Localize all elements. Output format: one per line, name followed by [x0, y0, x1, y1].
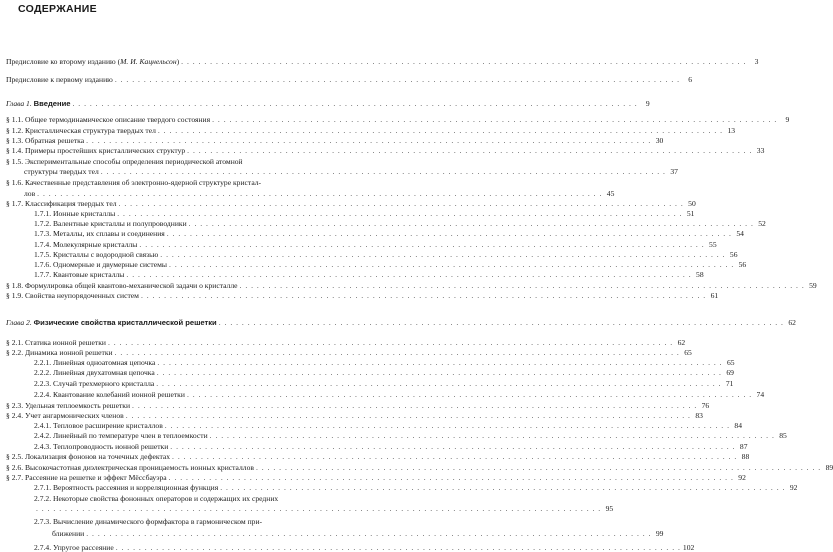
chapter-title	[6, 100, 70, 108]
toc-entry	[34, 543, 695, 552]
preface-text: Предисловие ко второму изданию (	[6, 57, 121, 66]
page-number: 69	[726, 368, 734, 377]
leader-dots	[219, 319, 784, 327]
toc-entry	[6, 348, 692, 357]
leader-dots	[172, 453, 737, 461]
page-number: 92	[789, 483, 798, 492]
leader-dots	[189, 220, 754, 228]
entry-title: § 1.8. Формулировка общей квантово-механической задачи о кристалле	[6, 281, 238, 290]
toc-entry	[34, 250, 738, 259]
entry-title: ближении	[52, 529, 85, 538]
toc-entry	[6, 126, 736, 135]
toc-entry	[34, 229, 744, 238]
page-number: 13	[727, 126, 736, 135]
entry-title: 2.2.3. Случай трехмерного кристалла	[34, 379, 155, 388]
toc-entry	[6, 115, 790, 124]
toc-entry	[6, 452, 750, 461]
page-number: 51	[686, 209, 695, 218]
entry-title: 2.2.4. Квантование колебаний ионной решетки	[34, 390, 185, 399]
entry-title: 2.2.1. Линейная одноатомная цепочка	[34, 358, 156, 367]
leader-dots	[169, 261, 734, 269]
leader-dots	[220, 484, 785, 492]
page-number: 54	[736, 229, 744, 238]
entry-title: 1.7.6. Одномерные и двумерные системы	[34, 260, 168, 269]
toc-entry	[6, 463, 833, 472]
page-number: 9	[645, 99, 650, 108]
page-number: 99	[655, 529, 664, 538]
page-number: 62	[677, 338, 686, 347]
leader-dots	[115, 349, 680, 357]
leader-dots	[165, 422, 730, 430]
leader-dots	[86, 530, 651, 538]
entry-title: 2.4.3. Теплопроводность ионной решетки	[34, 442, 169, 451]
toc-entry	[34, 390, 765, 399]
page-number: 71	[725, 379, 734, 388]
entry-title: § 1.5. Экспериментальные способы определения периодической атомной	[6, 157, 243, 166]
toc-entry	[34, 495, 400, 503]
page-number: 92	[738, 473, 746, 482]
page-number: 85	[779, 431, 787, 440]
entry-title: § 1.1. Общее термодинамическое описание твердого состояния	[6, 115, 211, 124]
entry-title: 2.7.3. Вычисление динамического формфактора в гармоническом при-	[34, 517, 263, 526]
entry-title: § 1.7. Классификация твердых тел	[6, 199, 117, 208]
toc-entry	[34, 260, 747, 269]
toc-chapter-1	[6, 99, 650, 108]
entry-title: § 2.6. Высокочастотная диэлектрическая проницаемость ионных кристаллов	[6, 463, 254, 472]
toc-entry	[34, 219, 766, 228]
entry-title: 1.7.5. Кристаллы с водородной связью	[34, 250, 159, 259]
toc-entry	[6, 401, 710, 410]
toc-entry	[52, 529, 664, 538]
toc-entry	[6, 473, 746, 482]
entry-title: § 2.5. Локализация фононов на точечных дефектах	[6, 452, 171, 461]
entry-title: § 2.7. Рассеяние на решетке и эффект Мёссбауэра	[6, 473, 167, 482]
page-number: 59	[809, 281, 817, 290]
leader-dots	[72, 100, 637, 108]
page-title: СОДЕРЖАНИЕ	[18, 3, 97, 15]
leader-dots	[101, 168, 666, 176]
chapter-prefix: Глава 1.	[6, 99, 32, 108]
toc-entry	[6, 281, 817, 290]
page-number: 87	[739, 442, 748, 451]
entry-title: 2.4.2. Линейный по температуре член в теплоемкости	[34, 431, 208, 440]
toc-entry	[34, 421, 742, 430]
preface-title	[6, 58, 179, 66]
page-number: 58	[696, 270, 704, 279]
entry-title: 2.7.4. Упругое рассеяние	[34, 543, 114, 552]
page-number: 45	[606, 189, 615, 198]
page-number: 50	[688, 199, 696, 208]
page-number: 30	[655, 136, 664, 145]
leader-dots	[141, 292, 706, 300]
page-number: 74	[756, 390, 765, 399]
entry-title: 1.7.4. Молекулярные кристаллы	[34, 240, 138, 249]
page-number: 76	[701, 401, 710, 410]
chapter-prefix: Глава 2.	[6, 318, 32, 327]
leader-dots	[187, 391, 752, 399]
leader-dots	[119, 200, 684, 208]
leader-dots	[210, 432, 775, 440]
entry-title: 1.7.3. Металлы, их сплавы и соединения	[34, 229, 165, 238]
entry-title: 2.4.1. Тепловое расширение кристаллов	[34, 421, 163, 430]
toc-entry	[34, 504, 614, 513]
leader-dots	[170, 443, 735, 451]
leader-dots	[240, 282, 805, 290]
page-number: 88	[741, 452, 750, 461]
page-number: 56	[729, 250, 738, 259]
page-number: 84	[734, 421, 742, 430]
toc-entry	[6, 179, 400, 187]
toc-entry	[34, 442, 748, 451]
page-number: 65	[726, 358, 735, 367]
leader-dots	[169, 474, 734, 482]
preface-text-end: )	[176, 57, 180, 66]
entry-title: § 1.2. Кристаллическая структура твердых тел	[6, 126, 156, 135]
toc-entry	[34, 368, 734, 377]
entry-title: § 2.1. Статика ионной решетки	[6, 338, 106, 347]
leader-dots	[37, 190, 602, 198]
toc-entry	[34, 483, 798, 492]
leader-dots	[139, 241, 704, 249]
leader-dots	[160, 251, 725, 259]
toc-entry	[34, 358, 735, 367]
page-number: 33	[756, 146, 765, 155]
toc-entry	[6, 158, 400, 166]
leader-dots	[86, 137, 651, 145]
toc-entry	[6, 146, 765, 155]
page-number: 62	[788, 318, 796, 327]
entry-title: 2.2.2. Линейная двухатомная цепочка	[34, 368, 155, 377]
leader-dots	[132, 402, 697, 410]
page-number: 83	[695, 411, 703, 420]
entry-title: § 2.4. Учет ангармонических членов	[6, 411, 124, 420]
page-number: 9	[785, 115, 790, 124]
toc-preface-first	[6, 75, 693, 84]
entry-title: 1.7.7. Квантовые кристаллы	[34, 270, 125, 279]
leader-dots	[116, 544, 681, 552]
leader-dots	[256, 464, 821, 472]
toc-entry	[34, 270, 704, 279]
page-number: 95	[605, 504, 614, 513]
toc-entry	[34, 209, 695, 218]
entry-title: 1.7.2. Валентные кристаллы и полупроводники	[34, 219, 187, 228]
leader-dots	[181, 58, 746, 66]
leader-dots	[157, 369, 722, 377]
preface-author: М. И. Кацнельсон	[120, 57, 177, 66]
entry-title: § 2.3. Удельная теплоемкость решетки	[6, 401, 131, 410]
chapter-title	[6, 319, 217, 327]
toc-entry	[6, 411, 703, 420]
entry-title: § 1.6. Качественные представления об электронно-ядерной структуре кристал-	[6, 178, 262, 187]
entry-title: 2.7.2. Некоторые свойства фононных операторов и содержащих их средних	[34, 494, 279, 503]
leader-dots	[126, 271, 691, 279]
entry-title: § 1.4. Примеры простейших кристаллических структур	[6, 146, 186, 155]
leader-dots	[156, 380, 721, 388]
toc-chapter-2	[6, 318, 796, 327]
page-number: 65	[684, 348, 692, 357]
leader-dots	[187, 147, 752, 155]
leader-dots	[158, 127, 723, 135]
chapter-name: Введение	[33, 99, 71, 108]
page-number: 89	[825, 463, 833, 472]
toc-entry	[34, 518, 400, 526]
toc-entry	[34, 431, 787, 440]
toc-entry	[6, 291, 719, 300]
leader-dots	[117, 210, 682, 218]
leader-dots	[157, 359, 722, 367]
page-number: 6	[688, 75, 693, 84]
entry-title: § 1.9. Свойства неупорядоченных систем	[6, 291, 139, 300]
page-number: 3	[754, 57, 759, 66]
entry-title: лов	[24, 189, 36, 198]
toc-entry	[6, 199, 696, 208]
leader-dots	[167, 230, 732, 238]
leader-dots	[212, 116, 777, 124]
toc-entry	[34, 379, 734, 388]
page-number: 52	[758, 219, 766, 228]
leader-dots	[36, 505, 601, 513]
toc-entry	[24, 189, 615, 198]
page-number: 37	[670, 167, 678, 176]
toc-preface-second	[6, 57, 759, 66]
toc-entry	[6, 136, 664, 145]
chapter-name: Физические свойства кристаллической решетки	[33, 318, 217, 327]
leader-dots	[115, 76, 680, 84]
page-number: 55	[709, 240, 717, 249]
leader-dots	[108, 339, 673, 347]
preface-title: Предисловие к первому изданию	[6, 75, 113, 84]
toc-entry	[6, 338, 686, 347]
entry-title: § 1.3. Обратная решетка	[6, 136, 85, 145]
entry-title: 2.7.1. Вероятность рассеяния и корреляционная функция	[34, 483, 219, 492]
entry-title: 1.7.1. Ионные кристаллы	[34, 209, 116, 218]
leader-dots	[126, 412, 691, 420]
toc-entry	[34, 240, 717, 249]
page-number: 56	[738, 260, 747, 269]
entry-title: § 2.2. Динамика ионной решетки	[6, 348, 113, 357]
entry-title: структуры твердых тел	[24, 167, 99, 176]
toc-entry	[24, 167, 678, 176]
page-number: 61	[710, 291, 719, 300]
page-number: 102	[682, 543, 695, 552]
